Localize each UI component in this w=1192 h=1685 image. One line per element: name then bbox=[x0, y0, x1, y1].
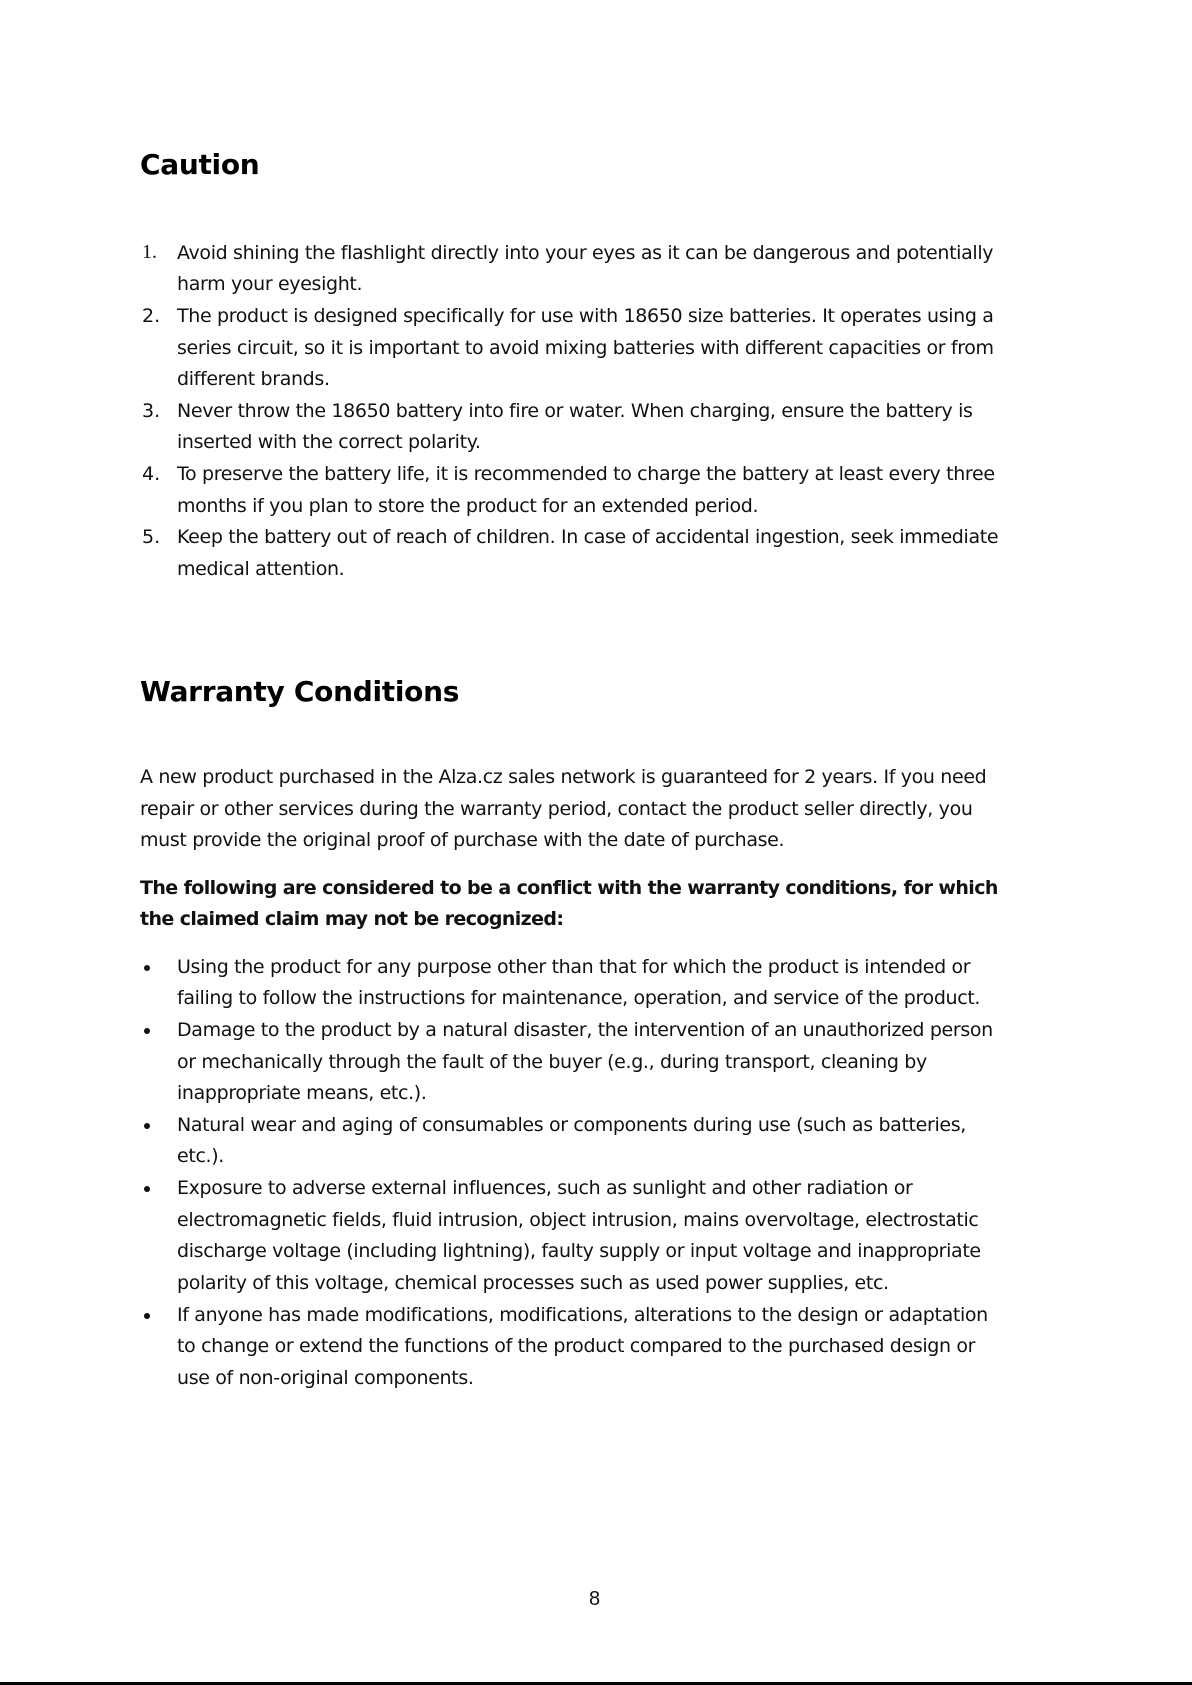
list-item-line: or mechanically through the fault of the buyer (e.g., during transport, cleaning by bbox=[177, 1051, 927, 1073]
list-item-line: Keep the battery out of reach of children. In case of accidental ingestion, seek immediate bbox=[177, 526, 999, 548]
list-item-line: inserted with the correct polarity. bbox=[177, 431, 481, 453]
bold-paragraph-line: The following are considered to be a conflict with the warranty conditions, for which bbox=[140, 877, 998, 899]
warranty-heading: Warranty Conditions bbox=[140, 675, 460, 708]
paragraph-line: repair or other services during the warranty period, contact the product seller directly, you bbox=[140, 798, 973, 820]
paragraph-line: A new product purchased in the Alza.cz sales network is guaranteed for 2 years. If you need bbox=[140, 766, 987, 788]
list-item-line: failing to follow the instructions for maintenance, operation, and service of the product. bbox=[177, 987, 981, 1009]
list-item-line: months if you plan to store the product for an extended period. bbox=[177, 495, 759, 517]
page-number: 8 bbox=[589, 1588, 601, 1610]
list-item-line: Never throw the 18650 battery into fire or water. When charging, ensure the battery is bbox=[177, 400, 973, 422]
list-item-line: Exposure to adverse external influences, such as sunlight and other radiation or bbox=[177, 1177, 913, 1199]
list-item-line: Using the product for any purpose other than that for which the product is intended or bbox=[177, 956, 971, 978]
list-item-line: polarity of this voltage, chemical processes such as used power supplies, etc. bbox=[177, 1272, 889, 1294]
list-item-line: use of non-original components. bbox=[177, 1367, 474, 1389]
list-item-line: discharge voltage (including lightning), faulty supply or input voltage and inappropriate bbox=[177, 1240, 981, 1262]
list-item-line: different brands. bbox=[177, 368, 330, 390]
bullet-icon bbox=[144, 1186, 150, 1192]
list-item-line: electromagnetic fields, fluid intrusion, object intrusion, mains overvoltage, electrostatic bbox=[177, 1209, 979, 1231]
caution-heading: Caution bbox=[140, 148, 260, 181]
list-item-line: Damage to the product by a natural disaster, the intervention of an unauthorized person bbox=[177, 1019, 993, 1041]
paragraph-line: must provide the original proof of purchase with the date of purchase. bbox=[140, 829, 785, 851]
list-item-line: etc.). bbox=[177, 1145, 224, 1167]
list-item-line: medical attention. bbox=[177, 558, 345, 580]
list-item-line: The product is designed specifically for use with 18650 size batteries. It operates using a bbox=[177, 305, 994, 327]
list-marker: 3. bbox=[142, 400, 161, 422]
list-marker: 5. bbox=[142, 526, 161, 548]
list-item-line: Natural wear and aging of consumables or components during use (such as batteries, bbox=[177, 1114, 966, 1136]
list-item-line: to change or extend the functions of the product compared to the purchased design or bbox=[177, 1335, 976, 1357]
list-item-line: inappropriate means, etc.). bbox=[177, 1082, 427, 1104]
list-item-line: To preserve the battery life, it is recommended to charge the battery at least every three bbox=[177, 463, 995, 485]
bold-paragraph-line: the claimed claim may not be recognized: bbox=[140, 908, 564, 930]
bullet-icon bbox=[144, 965, 150, 971]
list-marker: 1. bbox=[142, 241, 157, 263]
bullet-icon bbox=[144, 1123, 150, 1129]
list-item-line: If anyone has made modifications, modifications, alterations to the design or adaptation bbox=[177, 1304, 988, 1326]
list-item-line: series circuit, so it is important to avoid mixing batteries with different capacities or from bbox=[177, 337, 994, 359]
list-marker: 2. bbox=[142, 305, 161, 327]
list-item-line: Avoid shining the flashlight directly into your eyes as it can be dangerous and potentially bbox=[177, 242, 994, 264]
list-item-line: harm your eyesight. bbox=[177, 273, 363, 295]
bullet-icon bbox=[144, 1313, 150, 1319]
list-marker: 4. bbox=[142, 463, 161, 485]
bullet-icon bbox=[144, 1028, 150, 1034]
